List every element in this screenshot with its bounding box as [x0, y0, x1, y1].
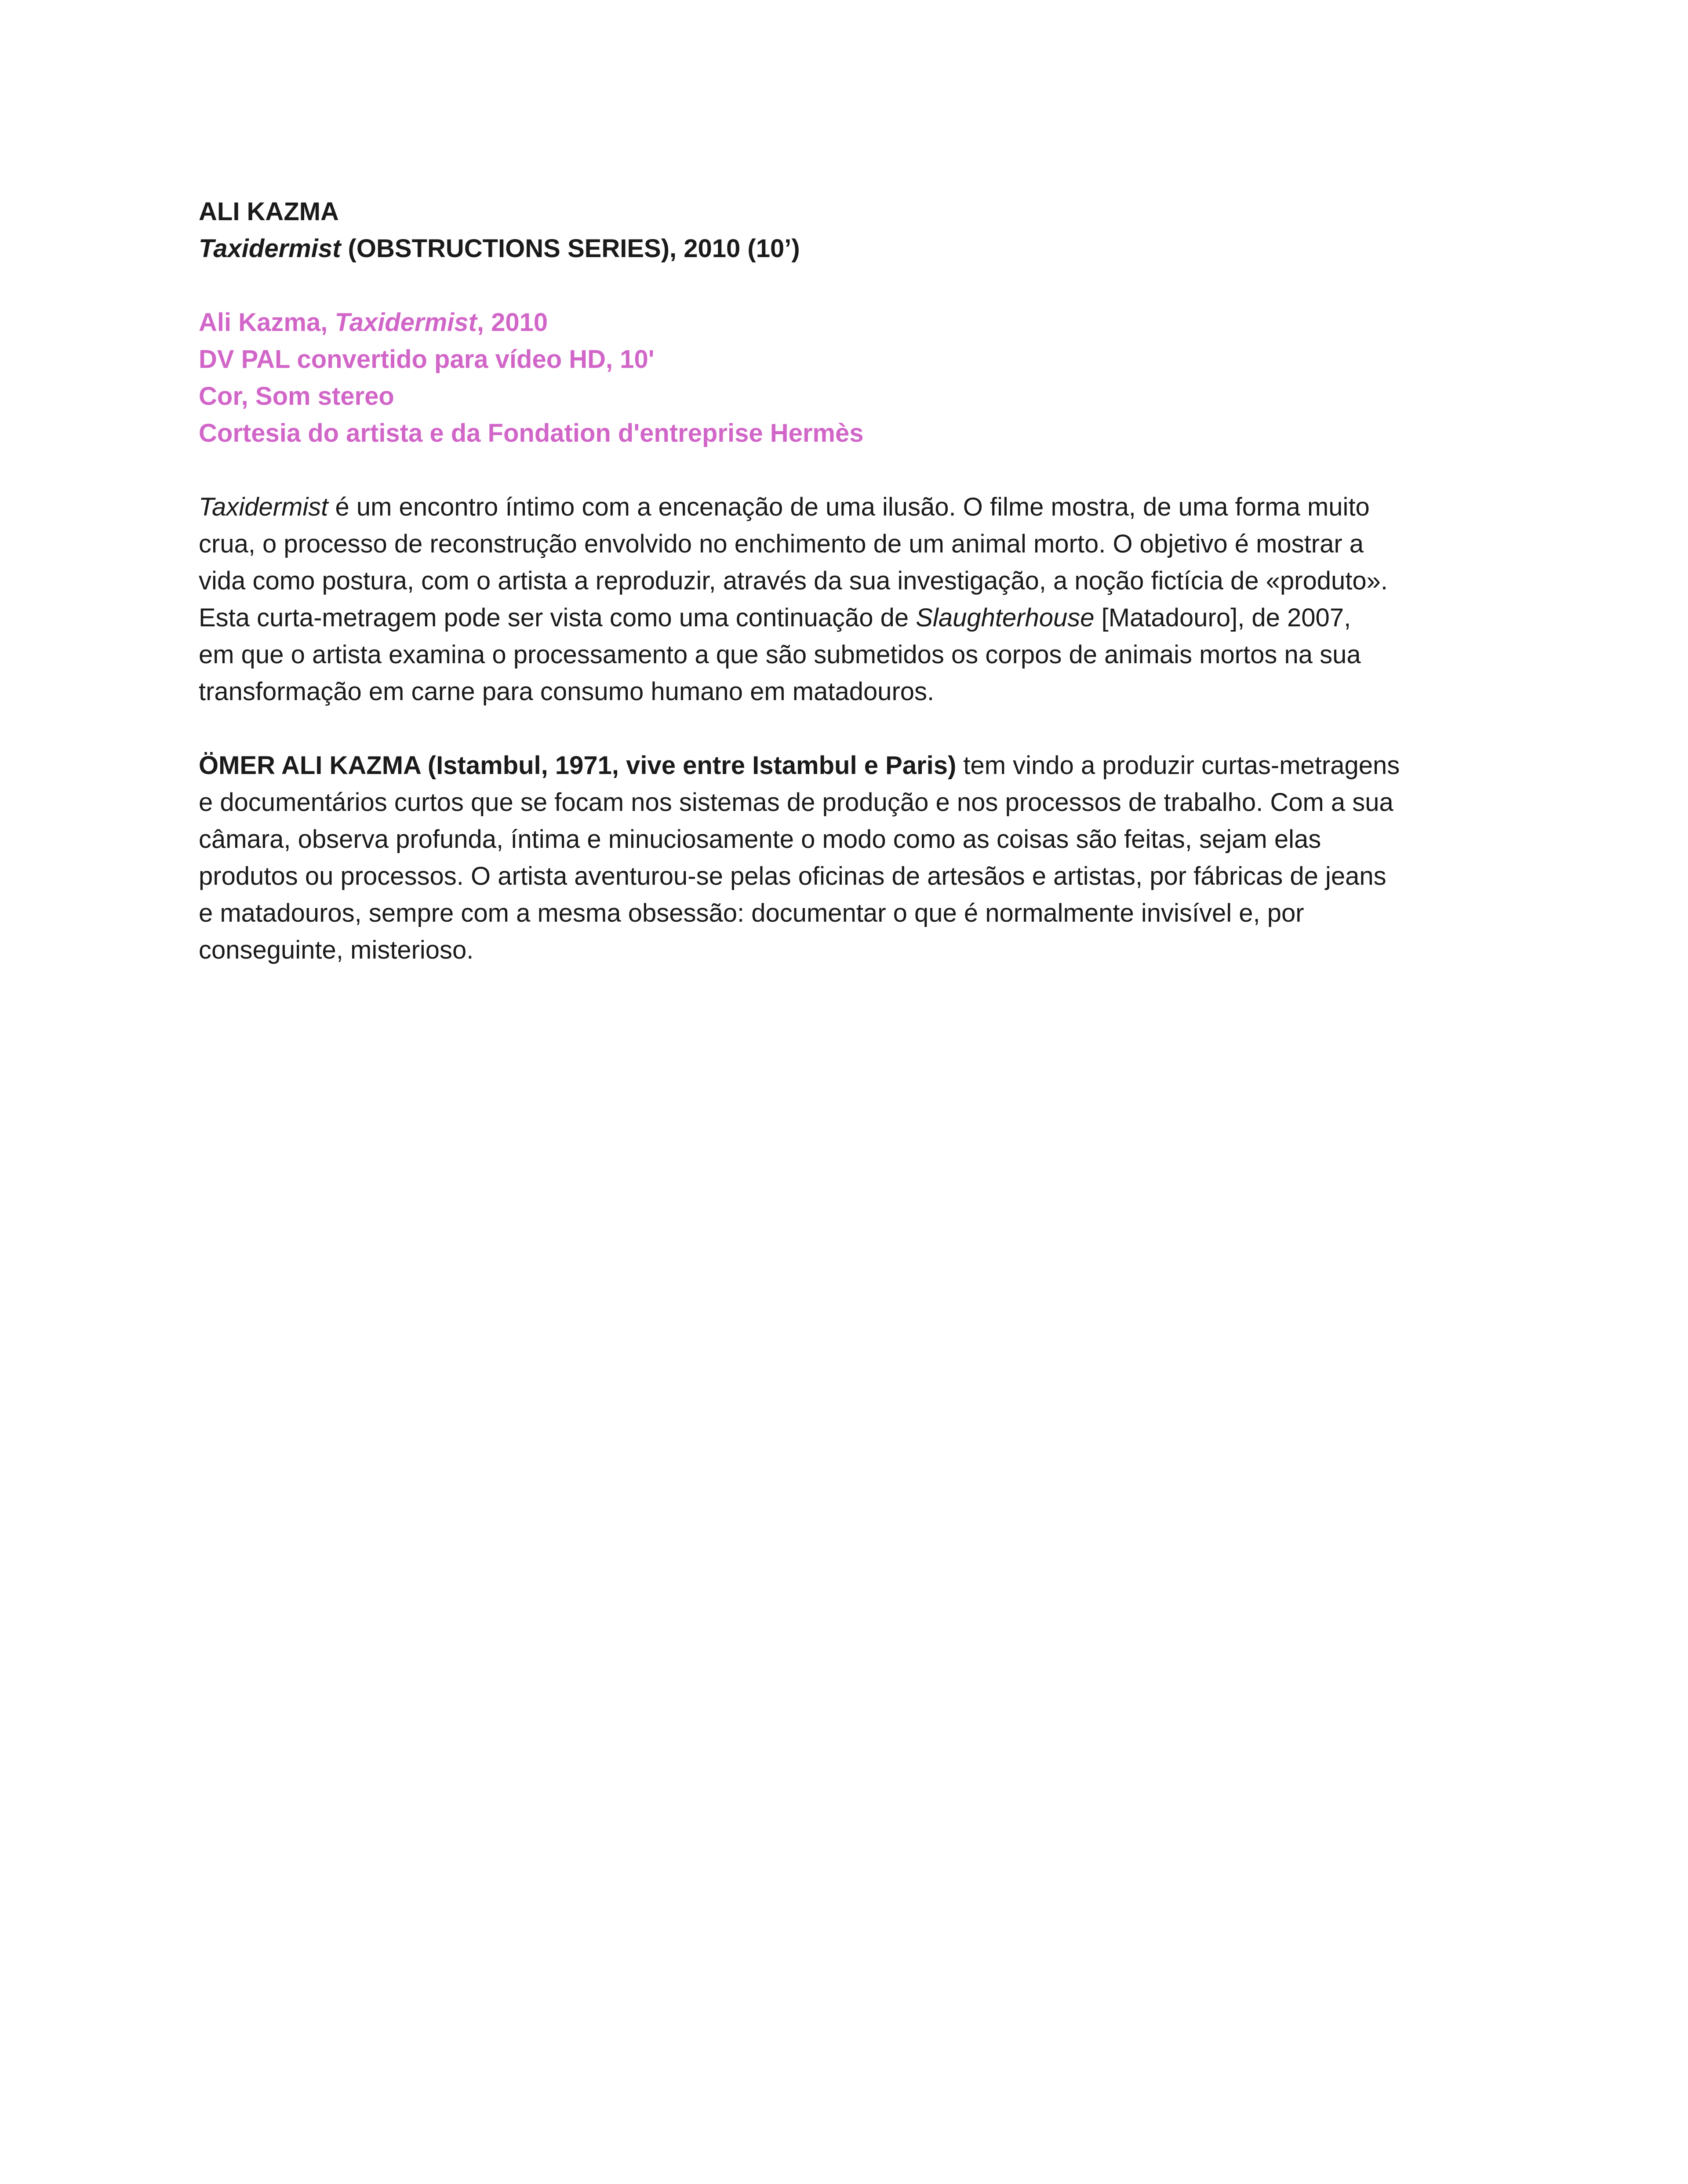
credit-year: , 2010: [477, 308, 548, 337]
biography-paragraph: [199, 747, 1500, 969]
biography-row: [199, 747, 1500, 784]
biography-name: ÖMER ALI KAZMA (Istambul, 1971, vive entre Istambul e Paris): [199, 751, 957, 780]
biography-text: tem vindo a produzir curtas-metragens: [956, 751, 1400, 780]
biography-row: produtos ou processos. O artista aventurou-se pelas oficinas de artesãos e artistas, por fábricas de jeans: [199, 862, 1386, 890]
biography-row: e matadouros, sempre com a mesma obsessão: documentar o que é normalmente invisível e, por: [199, 899, 1304, 927]
work-subtitle: (OBSTRUCTIONS SERIES), 2010 (10’): [341, 234, 800, 263]
credits-block: [199, 304, 1500, 452]
work-title-line: [199, 230, 1500, 267]
spacer: [199, 452, 1500, 489]
description-row: em que o artista examina o processamento a que são submetidos os corpos de animais mortos na sua: [199, 640, 1361, 669]
artist-name: ALI KAZMA: [199, 197, 339, 226]
document-page: [199, 193, 1500, 969]
credit-line-courtesy: Cortesia do artista e da Fondation d'entreprise Hermès: [199, 419, 864, 447]
biography-row: câmara, observa profunda, íntima e minuciosamente o modo como as coisas são feitas, sejam elas: [199, 825, 1321, 854]
biography-row: conseguinte, misterioso.: [199, 936, 474, 964]
credit-line-title: [199, 304, 1500, 341]
description-row: [199, 489, 1500, 526]
description-paragraph: [199, 489, 1500, 710]
description-text: é um encontro íntimo com a encenação de uma ilusão. O filme mostra, de uma forma muito: [328, 493, 1370, 521]
biography-row: e documentários curtos que se focam nos sistemas de produção e nos processos de trabalho. Com a sua: [199, 788, 1393, 817]
spacer: [199, 267, 1500, 304]
description-title: Taxidermist: [199, 493, 328, 521]
credit-line-color-sound: Cor, Som stereo: [199, 382, 394, 411]
credit-artist: Ali Kazma,: [199, 308, 335, 337]
description-reference-title: Slaughterhouse: [916, 603, 1095, 632]
description-text: [Matadouro], de 2007,: [1094, 603, 1351, 632]
description-row: [199, 600, 1500, 636]
description-row: transformação em carne para consumo humano em matadouros.: [199, 677, 935, 706]
description-text: Esta curta-metragem pode ser vista como uma continuação de: [199, 603, 916, 632]
description-row: crua, o processo de reconstrução envolvido no enchimento de um animal morto. O objetivo é mostrar a: [199, 530, 1364, 558]
credit-work-title: Taxidermist: [335, 308, 477, 337]
description-row: vida como postura, com o artista a reproduzir, através da sua investigação, a noção fictícia de «produto».: [199, 567, 1388, 595]
work-title: Taxidermist: [199, 234, 341, 263]
spacer: [199, 710, 1500, 747]
credit-line-format: DV PAL convertido para vídeo HD, 10': [199, 345, 655, 374]
